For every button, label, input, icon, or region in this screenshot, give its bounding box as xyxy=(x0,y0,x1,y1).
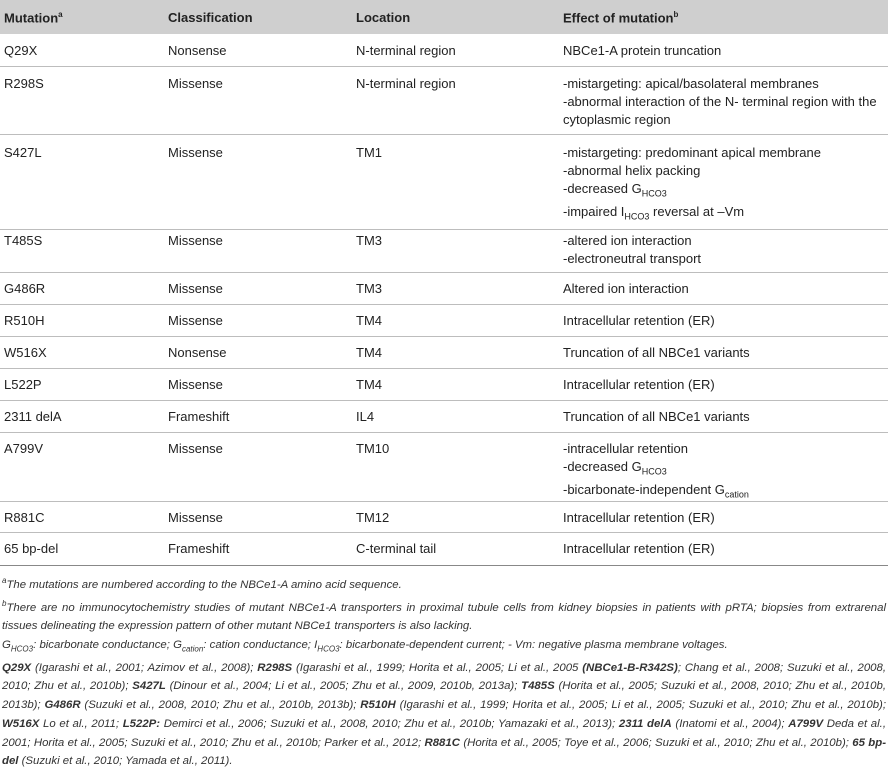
cell-location: IL4 xyxy=(356,409,375,424)
footnote-abbreviations: $G_{HCO3}$: bicarbonate conductance; $G_{cation}$: cation conductance; $I_{HCO3}$: bicarbonate-dependent current; - Vm: negative plasma membrane voltages. xyxy=(2,638,728,653)
cell-mutation: L522P xyxy=(4,377,42,392)
cell-effect xyxy=(563,344,885,362)
cell-effect xyxy=(563,144,885,226)
cell-effect xyxy=(563,232,885,268)
table-row xyxy=(0,305,888,337)
effect-line: -decreased $G_{HCO3}$ xyxy=(563,180,667,199)
table-row xyxy=(0,230,888,273)
cell-mutation: Q29X xyxy=(4,43,38,58)
footnote-a: $^a$The mutations are numbered according to the NBCe1-A amino acid sequence. xyxy=(2,576,402,591)
cell-location: TM10 xyxy=(356,441,390,456)
effect-line: Intracellular retention (ER) xyxy=(563,377,715,392)
table-row xyxy=(0,135,888,230)
cell-classification: Missense xyxy=(168,510,223,525)
cell-classification: Missense xyxy=(168,441,223,456)
cell-location: TM4 xyxy=(356,377,382,392)
effect-line: Truncation of all NBCe1 variants xyxy=(563,345,750,360)
table-row xyxy=(0,67,888,135)
cell-classification: Missense xyxy=(168,377,223,392)
effect-line: Altered ion interaction xyxy=(563,281,689,296)
cell-classification: Missense xyxy=(168,233,223,248)
cell-classification: Frameshift xyxy=(168,409,230,424)
cell-location: N-terminal region xyxy=(356,43,456,58)
cell-classification: Frameshift xyxy=(168,541,230,556)
header-classification: Classification xyxy=(168,10,253,25)
cell-location: TM3 xyxy=(356,281,382,296)
cell-classification: Missense xyxy=(168,281,223,296)
cell-mutation: 65 bp-del xyxy=(4,541,59,556)
cell-effect xyxy=(563,540,885,558)
effect-line: -altered ion interaction xyxy=(563,233,692,248)
effect-line: Intracellular retention (ER) xyxy=(563,510,715,525)
cell-effect xyxy=(563,312,885,330)
table-footnotes xyxy=(2,572,886,771)
cell-location: TM3 xyxy=(356,233,382,248)
table-bottom-rule xyxy=(0,565,888,566)
cell-effect xyxy=(563,42,885,60)
cell-classification: Missense xyxy=(168,76,223,91)
table-row xyxy=(0,433,888,502)
effect-line: Truncation of all NBCe1 variants xyxy=(563,409,750,424)
cell-location: TM4 xyxy=(356,345,382,360)
table-row xyxy=(0,502,888,533)
table-header xyxy=(0,0,888,34)
header-mutation: Mutation$^a$ xyxy=(4,10,63,26)
effect-line: Intracellular retention (ER) xyxy=(563,541,715,556)
table-row xyxy=(0,401,888,433)
effect-line: -electroneutral transport xyxy=(563,250,702,266)
header-effect: Effect of mutation$^b$ xyxy=(563,10,679,26)
cell-mutation: W516X xyxy=(4,345,47,360)
cell-mutation: 2311 delA xyxy=(4,409,62,424)
cell-classification: Missense xyxy=(168,145,223,160)
cell-classification: Missense xyxy=(168,313,223,328)
footnote-b: $^b$There are no immunocytochemistry studies of mutant NBCe1-A transporters in proximal tubule cells from kidney biopsies in patients with pRTA; biopsies from extrarenal tissues delineating the expression pattern of other mutant NBCe1 transporters is also lacking. xyxy=(2,598,886,632)
effect-line: -abnormal interaction of the N- terminal region with the cytoplasmic region xyxy=(563,93,877,127)
effect-line: Intracellular retention (ER) xyxy=(563,313,715,328)
cell-location: TM4 xyxy=(356,313,382,328)
table-row xyxy=(0,337,888,369)
cell-classification: Nonsense xyxy=(168,345,227,360)
table-row xyxy=(0,273,888,305)
cell-location: C-terminal tail xyxy=(356,541,437,556)
effect-line: -abnormal helix packing xyxy=(563,162,701,178)
cell-effect xyxy=(563,408,885,426)
cell-mutation: R510H xyxy=(4,313,45,328)
cell-mutation: T485S xyxy=(4,233,43,248)
cell-mutation: R298S xyxy=(4,76,44,91)
cell-effect xyxy=(563,509,885,527)
effect-line: -bicarbonate-independent $G_{cation}$ xyxy=(563,482,749,500)
cell-mutation: A799V xyxy=(4,441,44,456)
cell-effect xyxy=(563,75,885,128)
effect-line: -impaired $I_{HCO3}$ reversal at –Vm xyxy=(563,203,745,222)
header-location: Location xyxy=(356,10,411,25)
cell-mutation: R881C xyxy=(4,510,45,525)
table-row xyxy=(0,34,888,67)
effect-line: -mistargeting: predominant apical membrane xyxy=(563,145,821,160)
footnote-references: Q29X (Igarashi et al., 2001; Azimov et al., 2008); R298S (Igarashi et al., 1999; Horita et al., 2005; Li et al., 2005 (NBCe1-B-R342S); Chang et al., 2008; Suzuki et al., 2008, 2010; Zhu et al., 2010b); S427L (Dinour et al., 2004; Li et al., 2005; Zhu et al., 2009, 2010b, 2013a); T485S (Horita et al., 2005; Suzuki et al., 2008, 2010; Zhu et al., 2010b, 2013b); G486R (Suzuki et al., 2008, 2010; Zhu et al., 2010b, 2013b); R510H (Igarashi et al., 1999; Horita et al., 2005; Li et al., 2005; Suzuki et al., 2010; Zhu et al., 2010b); W516X Lo et al., 2011; L522P: Demirci et al., 2006; Suzuki et al., 2008, 2010; Zhu et al., 2010b; Yamazaki et al., 2013); 2311 delA (Inatomi et al., 2004); A799V Deda et al., 2001; Horita et al., 2005; Suzuki et al., 2010; Zhu et al., 2010b; Parker et al., 2012; R881C (Horita et al., 2005; Toye et al., 2006; Suzuki et al., 2010; Zhu et al., 2010b); 65 bp-del (Suzuki et al., 2010; Yamada et al., 2011). xyxy=(2,661,887,768)
table-row xyxy=(0,533,888,565)
effect-line: -mistargeting: apical/basolateral membranes xyxy=(563,76,819,91)
cell-classification: Nonsense xyxy=(168,43,227,58)
effect-line: NBCe1-A protein truncation xyxy=(563,43,722,58)
cell-effect xyxy=(563,440,885,505)
cell-effect xyxy=(563,376,885,394)
table-row xyxy=(0,369,888,401)
cell-location: TM1 xyxy=(356,145,382,160)
cell-location: N-terminal region xyxy=(356,76,456,91)
cell-effect xyxy=(563,280,885,298)
cell-location: TM12 xyxy=(356,510,390,525)
effect-line: -decreased $G_{HCO3}$ xyxy=(563,458,667,477)
cell-mutation: G486R xyxy=(4,281,46,296)
effect-line: -intracellular retention xyxy=(563,441,689,456)
cell-mutation: S427L xyxy=(4,145,42,160)
